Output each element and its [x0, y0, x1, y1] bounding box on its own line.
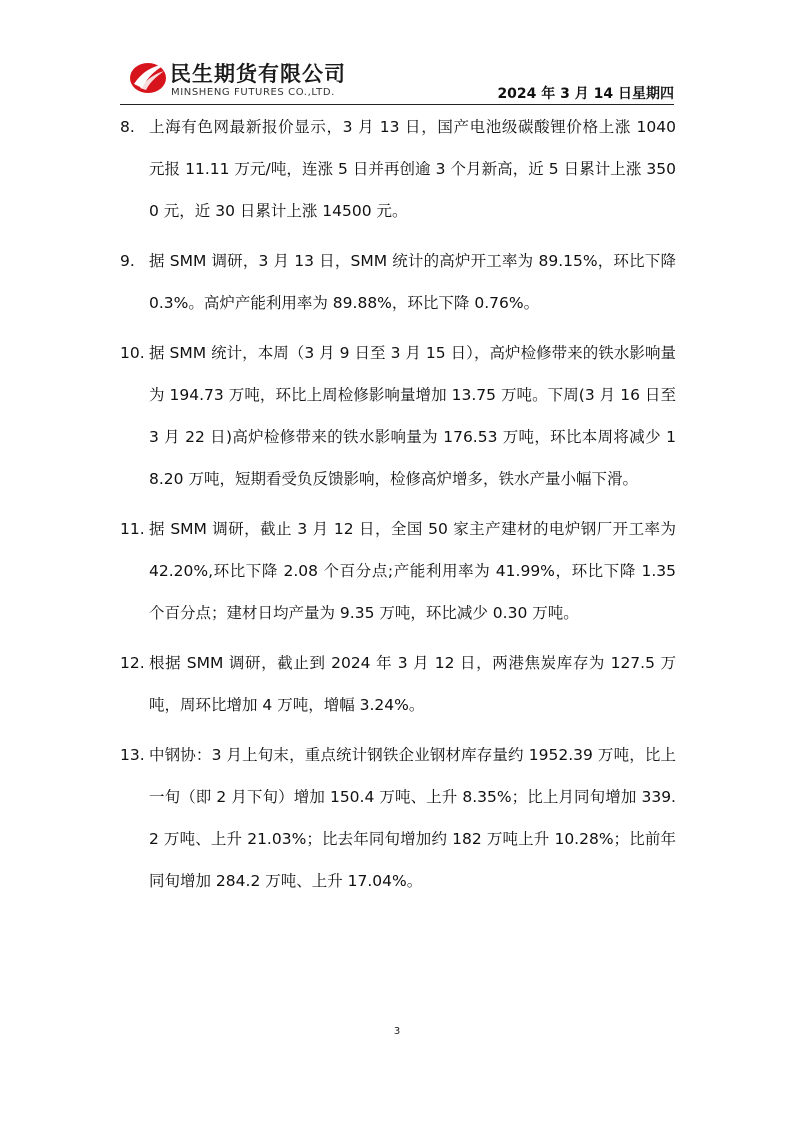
company-name-en: MINSHENG FUTURES CO.,LTD.	[171, 87, 335, 98]
page-header	[120, 52, 674, 104]
list-item	[120, 508, 676, 634]
list-item	[120, 240, 676, 324]
page-number: 3	[393, 1026, 401, 1037]
item-text: 据 SMM 统计，本周（3 月 9 日至 3 月 15 日），高炉检修带来的铁水影响量为 194.73 万吨，环比上周检修影响量增加 13.75 万吨。下周(3 月 16 日至 3 月 22 日)高炉检修带来的铁水影响量为 176.53 万吨，环比本周将减少 18.20 万吨，短期看受负反馈影响，检修高炉增多，铁水产量小幅下滑。	[149, 344, 676, 488]
item-number: 9.	[120, 252, 135, 270]
item-number: 8.	[120, 118, 135, 136]
list-item	[120, 642, 676, 726]
item-number: 13.	[120, 746, 145, 764]
minsheng-logo-icon	[128, 58, 168, 96]
list-item	[120, 734, 676, 902]
list-item	[120, 106, 676, 232]
item-number: 12.	[120, 654, 145, 672]
item-number: 10.	[120, 344, 145, 362]
company-name-cn: 民生期货有限公司	[170, 62, 346, 86]
report-date: 2024 年 3 月 14 日星期四	[497, 86, 674, 102]
item-text: 据 SMM 调研，截止 3 月 12 日，全国 50 家主产建材的电炉钢厂开工率为 42.20%,环比下降 2.08 个百分点;产能利用率为 41.99%，环比下降 1.35 个百分点；建材日均产量为 9.35 万吨，环比减少 0.30 万吨。	[149, 520, 676, 622]
news-list	[120, 106, 676, 910]
list-item	[120, 332, 676, 500]
item-text: 根据 SMM 调研，截止到 2024 年 3 月 12 日，两港焦炭库存为 127.5 万吨，周环比增加 4 万吨，增幅 3.24%。	[149, 654, 676, 714]
company-logo	[128, 56, 388, 102]
item-text: 上海有色网最新报价显示，3 月 13 日，国产电池级碳酸锂价格上涨 1040 元报 11.11 万元/吨，连涨 5 日并再创逾 3 个月新高，近 5 日累计上涨 3500 元，近 30 日累计上涨 14500 元。	[149, 118, 676, 220]
header-divider	[120, 104, 674, 105]
item-number: 11.	[120, 520, 145, 538]
item-text: 据 SMM 调研，3 月 13 日，SMM 统计的高炉开工率为 89.15%，环比下降 0.3%。高炉产能利用率为 89.88%，环比下降 0.76%。	[149, 252, 676, 312]
item-text: 中钢协：3 月上旬末，重点统计钢铁企业钢材库存量约 1952.39 万吨，比上一旬（即 2 月下旬）增加 150.4 万吨、上升 8.35%；比上月同旬增加 339.2 万吨、上升 21.03%；比去年同旬增加约 182 万吨上升 10.28%；比前年同旬增加 284.2 万吨、上升 17.04%。	[149, 746, 676, 890]
